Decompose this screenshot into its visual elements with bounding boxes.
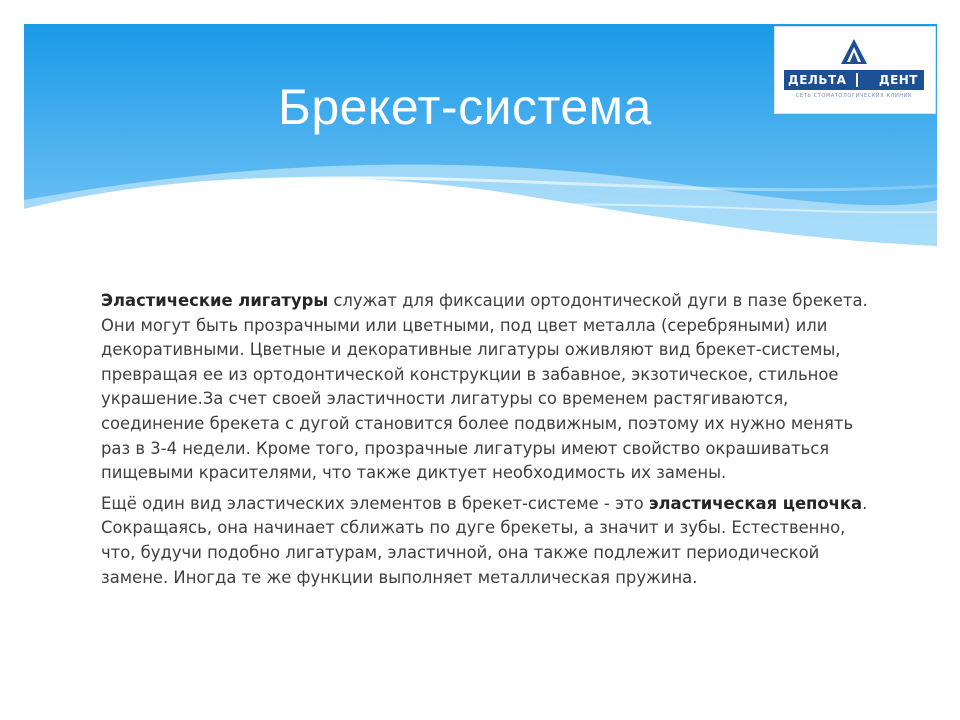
term-elastic-chain: эластическая цепочка (648, 493, 863, 513)
paragraph-chain-intro: Ещё один вид эластических элементов в брекет-системе - это (101, 493, 649, 513)
slide-title: Брекет-система (278, 79, 652, 135)
logo-tagline: СЕТЬ СТОМАТОЛОГИЧЕСКИХ КЛИНИК (795, 93, 913, 99)
logo-word-right: ДЕНТ (878, 73, 918, 87)
logo-plate (784, 70, 924, 90)
term-elastic-ligatures: Эластические лигатуры (101, 291, 329, 310)
paragraph-chain-text: . Сокращаясь, она начинает сближать по дуге брекеты, а значит и зубы. Естественно, что, будучи подобно лигатурам, эластичной, она также подлежит периодической замене. Иногда те же функции выполняет металлическая пружина. (101, 493, 868, 587)
body-text (101, 289, 871, 596)
paragraph-ligatures-text: служат для фиксации ортодонтической дуги в пазе брекета. Они могут быть прозрачными или цветными, под цвет металла (серебряными) или декоративными. Цветные и декоративные лигатуры оживляют вид брекет-системы, превращая ее из ортодонтической конструкции в забавное, экзотическое, стильное украшение.За счет своей эластичности лигатуры со временем растягиваются, соединение брекета с дугой становится более подвижным, поэтому их нужно менять раз в 3-4 недели. Кроме того, прозрачные лигатуры имеют свойство окрашиваться пищевыми красителями, что также диктует необходимость их замены. (101, 291, 868, 483)
paragraph-chain (101, 492, 871, 590)
logo-word-left: ДЕЛЬТА (788, 73, 847, 87)
logo-divider (856, 73, 858, 87)
company-logo (774, 26, 936, 114)
paragraph-ligatures (101, 289, 871, 486)
delta-mountain-icon (839, 37, 869, 67)
